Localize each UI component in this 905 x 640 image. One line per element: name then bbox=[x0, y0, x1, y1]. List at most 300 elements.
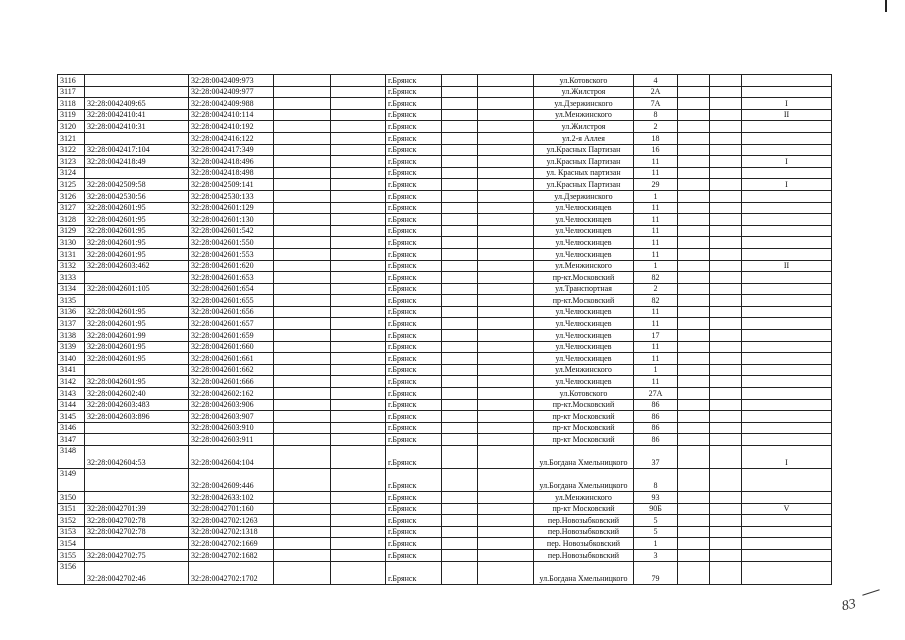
object-cadastral-cell: 32:28:0042603:911 bbox=[189, 434, 274, 446]
category-mark-cell bbox=[742, 237, 832, 249]
empty-cell bbox=[710, 411, 742, 423]
street-cell: ул.Дзержинского bbox=[534, 98, 634, 110]
category-mark-cell bbox=[742, 144, 832, 156]
table-row bbox=[58, 318, 832, 330]
empty-cell bbox=[478, 492, 534, 504]
house-number-cell: 17 bbox=[634, 330, 678, 342]
empty-cell bbox=[331, 179, 386, 191]
category-mark-cell bbox=[742, 121, 832, 133]
house-number-cell: 4 bbox=[634, 75, 678, 87]
land-cadastral-cell: 32:28:0042601:95 bbox=[85, 341, 189, 353]
empty-cell bbox=[274, 283, 331, 295]
empty-cell bbox=[710, 248, 742, 260]
empty-cell bbox=[442, 179, 478, 191]
empty-cell bbox=[442, 121, 478, 133]
empty-cell bbox=[678, 248, 710, 260]
empty-cell bbox=[442, 353, 478, 365]
category-mark-cell: I bbox=[742, 446, 832, 469]
table-row bbox=[58, 202, 832, 214]
empty-cell bbox=[274, 538, 331, 550]
empty-cell bbox=[274, 388, 331, 400]
empty-cell bbox=[274, 98, 331, 110]
land-cadastral-cell bbox=[85, 295, 189, 307]
street-cell: ул.Челюскинцев bbox=[534, 214, 634, 226]
empty-cell bbox=[331, 411, 386, 423]
land-cadastral-cell: 32:28:0042409:65 bbox=[85, 98, 189, 110]
empty-cell bbox=[274, 561, 331, 584]
empty-cell bbox=[274, 492, 331, 504]
table-row bbox=[58, 144, 832, 156]
empty-cell bbox=[331, 549, 386, 561]
empty-cell bbox=[710, 121, 742, 133]
empty-cell bbox=[710, 364, 742, 376]
row-number-cell: 3148 bbox=[58, 446, 85, 469]
object-cadastral-cell: 32:28:0042633:102 bbox=[189, 492, 274, 504]
empty-cell bbox=[710, 75, 742, 87]
object-cadastral-cell: 32:28:0042409:977 bbox=[189, 86, 274, 98]
city-cell: г.Брянск bbox=[386, 98, 442, 110]
object-cadastral-cell: 32:28:0042601:660 bbox=[189, 341, 274, 353]
street-cell: ул.Транспортная bbox=[534, 283, 634, 295]
city-cell: г.Брянск bbox=[386, 515, 442, 527]
empty-cell bbox=[331, 492, 386, 504]
empty-cell bbox=[331, 237, 386, 249]
object-cadastral-cell: 32:28:0042530:133 bbox=[189, 190, 274, 202]
empty-cell bbox=[331, 295, 386, 307]
empty-cell bbox=[442, 214, 478, 226]
empty-cell bbox=[274, 318, 331, 330]
house-number-cell: 11 bbox=[634, 225, 678, 237]
empty-cell bbox=[442, 364, 478, 376]
table-row bbox=[58, 283, 832, 295]
row-number-cell: 3153 bbox=[58, 526, 85, 538]
object-cadastral-cell: 32:28:0042601:130 bbox=[189, 214, 274, 226]
land-cadastral-cell: 32:28:0042601:95 bbox=[85, 353, 189, 365]
empty-cell bbox=[710, 341, 742, 353]
empty-cell bbox=[710, 376, 742, 388]
street-cell: ул.Богдана Хмельницкого bbox=[534, 469, 634, 492]
empty-cell bbox=[678, 446, 710, 469]
house-number-cell: 16 bbox=[634, 144, 678, 156]
row-number-cell: 3120 bbox=[58, 121, 85, 133]
row-number-cell: 3149 bbox=[58, 469, 85, 492]
table-row bbox=[58, 121, 832, 133]
empty-cell bbox=[331, 75, 386, 87]
empty-cell bbox=[274, 515, 331, 527]
empty-cell bbox=[478, 214, 534, 226]
empty-cell bbox=[710, 503, 742, 515]
empty-cell bbox=[331, 318, 386, 330]
empty-cell bbox=[478, 330, 534, 342]
empty-cell bbox=[478, 98, 534, 110]
empty-cell bbox=[274, 330, 331, 342]
object-cadastral-cell: 32:28:0042604:104 bbox=[189, 446, 274, 469]
category-mark-cell bbox=[742, 492, 832, 504]
row-number-cell: 3155 bbox=[58, 549, 85, 561]
row-number-cell: 3142 bbox=[58, 376, 85, 388]
table-row bbox=[58, 364, 832, 376]
land-cadastral-cell: 32:28:0042601:95 bbox=[85, 225, 189, 237]
empty-cell bbox=[678, 515, 710, 527]
street-cell: ул.Богдана Хмельницкого bbox=[534, 446, 634, 469]
empty-cell bbox=[478, 306, 534, 318]
empty-cell bbox=[331, 446, 386, 469]
empty-cell bbox=[478, 86, 534, 98]
empty-cell bbox=[331, 388, 386, 400]
empty-cell bbox=[331, 144, 386, 156]
object-cadastral-cell: 32:28:0042603:906 bbox=[189, 399, 274, 411]
house-number-cell: 29 bbox=[634, 179, 678, 191]
city-cell: г.Брянск bbox=[386, 75, 442, 87]
house-number-cell: 86 bbox=[634, 399, 678, 411]
row-number-cell: 3134 bbox=[58, 283, 85, 295]
table-row bbox=[58, 330, 832, 342]
empty-cell bbox=[442, 283, 478, 295]
table-row bbox=[58, 422, 832, 434]
row-number-cell: 3144 bbox=[58, 399, 85, 411]
empty-cell bbox=[678, 179, 710, 191]
row-number-cell: 3136 bbox=[58, 306, 85, 318]
empty-cell bbox=[442, 167, 478, 179]
house-number-cell: 8 bbox=[634, 109, 678, 121]
category-mark-cell: V bbox=[742, 503, 832, 515]
empty-cell bbox=[678, 434, 710, 446]
house-number-cell: 1 bbox=[634, 538, 678, 550]
empty-cell bbox=[331, 364, 386, 376]
empty-cell bbox=[442, 446, 478, 469]
house-number-cell: 90Б bbox=[634, 503, 678, 515]
house-number-cell: 2А bbox=[634, 86, 678, 98]
table-row bbox=[58, 538, 832, 550]
empty-cell bbox=[678, 399, 710, 411]
row-number-cell: 3133 bbox=[58, 272, 85, 284]
empty-cell bbox=[331, 434, 386, 446]
land-cadastral-cell: 32:28:0042601:105 bbox=[85, 283, 189, 295]
empty-cell bbox=[478, 549, 534, 561]
row-number-cell: 3130 bbox=[58, 237, 85, 249]
object-cadastral-cell: 32:28:0042601:654 bbox=[189, 283, 274, 295]
category-mark-cell bbox=[742, 306, 832, 318]
empty-cell bbox=[331, 353, 386, 365]
category-mark-cell bbox=[742, 364, 832, 376]
row-number-cell: 3150 bbox=[58, 492, 85, 504]
category-mark-cell bbox=[742, 515, 832, 527]
table-row bbox=[58, 526, 832, 538]
category-mark-cell: I bbox=[742, 156, 832, 168]
table-row bbox=[58, 469, 832, 492]
empty-cell bbox=[331, 272, 386, 284]
empty-cell bbox=[442, 549, 478, 561]
empty-cell bbox=[274, 434, 331, 446]
city-cell: г.Брянск bbox=[386, 330, 442, 342]
street-cell: ул.Дзержинского bbox=[534, 190, 634, 202]
empty-cell bbox=[478, 144, 534, 156]
empty-cell bbox=[678, 538, 710, 550]
table-row bbox=[58, 561, 832, 584]
row-number-cell: 3140 bbox=[58, 353, 85, 365]
city-cell: г.Брянск bbox=[386, 492, 442, 504]
empty-cell bbox=[331, 86, 386, 98]
empty-cell bbox=[274, 306, 331, 318]
object-cadastral-cell: 32:28:0042609:446 bbox=[189, 469, 274, 492]
city-cell: г.Брянск bbox=[386, 422, 442, 434]
land-cadastral-cell bbox=[85, 364, 189, 376]
street-cell: пр-кт Московский bbox=[534, 411, 634, 423]
empty-cell bbox=[710, 283, 742, 295]
empty-cell bbox=[710, 422, 742, 434]
row-number-cell: 3123 bbox=[58, 156, 85, 168]
empty-cell bbox=[478, 364, 534, 376]
empty-cell bbox=[331, 283, 386, 295]
empty-cell bbox=[274, 364, 331, 376]
empty-cell bbox=[274, 422, 331, 434]
page-number: 83 bbox=[840, 596, 858, 615]
house-number-cell: 11 bbox=[634, 202, 678, 214]
table-row bbox=[58, 549, 832, 561]
empty-cell bbox=[442, 190, 478, 202]
empty-cell bbox=[678, 214, 710, 226]
house-number-cell: 3 bbox=[634, 549, 678, 561]
land-cadastral-cell: 32:28:0042509:58 bbox=[85, 179, 189, 191]
empty-cell bbox=[478, 422, 534, 434]
street-cell: ул.Менжинского bbox=[534, 492, 634, 504]
table-row bbox=[58, 214, 832, 226]
land-cadastral-cell: 32:28:0042410:41 bbox=[85, 109, 189, 121]
street-cell: ул.Челюскинцев bbox=[534, 237, 634, 249]
house-number-cell: 5 bbox=[634, 515, 678, 527]
object-cadastral-cell: 32:28:0042702:1318 bbox=[189, 526, 274, 538]
empty-cell bbox=[442, 515, 478, 527]
house-number-cell: 2 bbox=[634, 121, 678, 133]
empty-cell bbox=[442, 341, 478, 353]
empty-cell bbox=[442, 98, 478, 110]
house-number-cell: 11 bbox=[634, 167, 678, 179]
land-cadastral-cell bbox=[85, 75, 189, 87]
empty-cell bbox=[331, 538, 386, 550]
empty-cell bbox=[678, 318, 710, 330]
empty-cell bbox=[678, 260, 710, 272]
land-cadastral-cell: 32:28:0042601:95 bbox=[85, 248, 189, 260]
category-mark-cell: I bbox=[742, 98, 832, 110]
empty-cell bbox=[710, 214, 742, 226]
object-cadastral-cell: 32:28:0042702:1669 bbox=[189, 538, 274, 550]
street-cell: ул.Котовского bbox=[534, 75, 634, 87]
row-number-cell: 3129 bbox=[58, 225, 85, 237]
city-cell: г.Брянск bbox=[386, 399, 442, 411]
page-number-stroke bbox=[862, 589, 879, 596]
street-cell: пер.Новозыбковский bbox=[534, 549, 634, 561]
city-cell: г.Брянск bbox=[386, 341, 442, 353]
empty-cell bbox=[442, 318, 478, 330]
object-cadastral-cell: 32:28:0042410:114 bbox=[189, 109, 274, 121]
street-cell: ул. Красных партизан bbox=[534, 167, 634, 179]
empty-cell bbox=[478, 295, 534, 307]
empty-cell bbox=[478, 388, 534, 400]
empty-cell bbox=[678, 295, 710, 307]
house-number-cell: 86 bbox=[634, 411, 678, 423]
street-cell: ул.Менжинского bbox=[534, 260, 634, 272]
street-cell: ул.Челюскинцев bbox=[534, 341, 634, 353]
empty-cell bbox=[442, 306, 478, 318]
empty-cell bbox=[442, 86, 478, 98]
row-number-cell: 3117 bbox=[58, 86, 85, 98]
category-mark-cell bbox=[742, 330, 832, 342]
street-cell: ул.Челюскинцев bbox=[534, 376, 634, 388]
object-cadastral-cell: 32:28:0042509:141 bbox=[189, 179, 274, 191]
house-number-cell: 93 bbox=[634, 492, 678, 504]
empty-cell bbox=[442, 561, 478, 584]
empty-cell bbox=[478, 376, 534, 388]
table-row bbox=[58, 515, 832, 527]
city-cell: г.Брянск bbox=[386, 295, 442, 307]
empty-cell bbox=[678, 144, 710, 156]
house-number-cell: 82 bbox=[634, 295, 678, 307]
land-cadastral-cell bbox=[85, 422, 189, 434]
empty-cell bbox=[710, 237, 742, 249]
empty-cell bbox=[331, 121, 386, 133]
empty-cell bbox=[710, 132, 742, 144]
empty-cell bbox=[331, 214, 386, 226]
city-cell: г.Брянск bbox=[386, 364, 442, 376]
empty-cell bbox=[442, 538, 478, 550]
empty-cell bbox=[710, 330, 742, 342]
street-cell: пер.Новозыбковский bbox=[534, 526, 634, 538]
empty-cell bbox=[442, 376, 478, 388]
empty-cell bbox=[678, 422, 710, 434]
empty-cell bbox=[678, 364, 710, 376]
empty-cell bbox=[331, 132, 386, 144]
empty-cell bbox=[331, 526, 386, 538]
street-cell: ул.Богдана Хмельницкого bbox=[534, 561, 634, 584]
city-cell: г.Брянск bbox=[386, 225, 442, 237]
empty-cell bbox=[274, 167, 331, 179]
house-number-cell: 27А bbox=[634, 388, 678, 400]
house-number-cell: 18 bbox=[634, 132, 678, 144]
table-row bbox=[58, 98, 832, 110]
table-row bbox=[58, 411, 832, 423]
street-cell: ул.Красных Партизан bbox=[534, 144, 634, 156]
row-number-cell: 3143 bbox=[58, 388, 85, 400]
land-cadastral-cell: 32:28:0042601:95 bbox=[85, 237, 189, 249]
land-cadastral-cell: 32:28:0042604:53 bbox=[85, 446, 189, 469]
object-cadastral-cell: 32:28:0042702:1263 bbox=[189, 515, 274, 527]
land-cadastral-cell bbox=[85, 538, 189, 550]
land-cadastral-cell bbox=[85, 469, 189, 492]
empty-cell bbox=[274, 376, 331, 388]
empty-cell bbox=[710, 318, 742, 330]
empty-cell bbox=[678, 109, 710, 121]
empty-cell bbox=[678, 549, 710, 561]
row-number-cell: 3121 bbox=[58, 132, 85, 144]
object-cadastral-cell: 32:28:0042601:553 bbox=[189, 248, 274, 260]
land-cadastral-cell: 32:28:0042601:99 bbox=[85, 330, 189, 342]
empty-cell bbox=[478, 283, 534, 295]
object-cadastral-cell: 32:28:0042601:653 bbox=[189, 272, 274, 284]
table-row bbox=[58, 190, 832, 202]
empty-cell bbox=[274, 86, 331, 98]
land-cadastral-cell: 32:28:0042418:49 bbox=[85, 156, 189, 168]
empty-cell bbox=[331, 98, 386, 110]
land-cadastral-cell bbox=[85, 132, 189, 144]
house-number-cell: 11 bbox=[634, 341, 678, 353]
land-cadastral-cell bbox=[85, 434, 189, 446]
empty-cell bbox=[331, 422, 386, 434]
table-row bbox=[58, 388, 832, 400]
street-cell: ул.2-я Аллея bbox=[534, 132, 634, 144]
house-number-cell: 11 bbox=[634, 214, 678, 226]
city-cell: г.Брянск bbox=[386, 86, 442, 98]
table-row bbox=[58, 492, 832, 504]
category-mark-cell bbox=[742, 411, 832, 423]
row-number-cell: 3145 bbox=[58, 411, 85, 423]
row-number-cell: 3132 bbox=[58, 260, 85, 272]
city-cell: г.Брянск bbox=[386, 446, 442, 469]
empty-cell bbox=[478, 132, 534, 144]
house-number-cell: 2 bbox=[634, 283, 678, 295]
table-row bbox=[58, 167, 832, 179]
street-cell: пр-кт.Московский bbox=[534, 399, 634, 411]
empty-cell bbox=[442, 237, 478, 249]
land-cadastral-cell bbox=[85, 167, 189, 179]
city-cell: г.Брянск bbox=[386, 388, 442, 400]
category-mark-cell: I bbox=[742, 179, 832, 191]
object-cadastral-cell: 32:28:0042601:661 bbox=[189, 353, 274, 365]
empty-cell bbox=[710, 492, 742, 504]
city-cell: г.Брянск bbox=[386, 121, 442, 133]
empty-cell bbox=[331, 248, 386, 260]
city-cell: г.Брянск bbox=[386, 526, 442, 538]
street-cell: пр-кт Московский bbox=[534, 503, 634, 515]
empty-cell bbox=[442, 248, 478, 260]
land-cadastral-cell: 32:28:0042601:95 bbox=[85, 306, 189, 318]
category-mark-cell bbox=[742, 214, 832, 226]
category-mark-cell bbox=[742, 434, 832, 446]
object-cadastral-cell: 32:28:0042601:542 bbox=[189, 225, 274, 237]
empty-cell bbox=[331, 503, 386, 515]
table-row bbox=[58, 75, 832, 87]
category-mark-cell bbox=[742, 399, 832, 411]
empty-cell bbox=[331, 109, 386, 121]
empty-cell bbox=[331, 156, 386, 168]
empty-cell bbox=[274, 132, 331, 144]
empty-cell bbox=[442, 260, 478, 272]
object-cadastral-cell: 32:28:0042416:122 bbox=[189, 132, 274, 144]
object-cadastral-cell: 32:28:0042601:550 bbox=[189, 237, 274, 249]
land-cadastral-cell: 32:28:0042702:78 bbox=[85, 515, 189, 527]
empty-cell bbox=[710, 295, 742, 307]
row-number-cell: 3118 bbox=[58, 98, 85, 110]
row-number-cell: 3147 bbox=[58, 434, 85, 446]
empty-cell bbox=[274, 469, 331, 492]
row-number-cell: 3156 bbox=[58, 561, 85, 584]
row-number-cell: 3137 bbox=[58, 318, 85, 330]
table-row bbox=[58, 376, 832, 388]
land-cadastral-cell: 32:28:0042702:75 bbox=[85, 549, 189, 561]
row-number-cell: 3139 bbox=[58, 341, 85, 353]
object-cadastral-cell: 32:28:0042603:907 bbox=[189, 411, 274, 423]
empty-cell bbox=[678, 190, 710, 202]
empty-cell bbox=[710, 388, 742, 400]
category-mark-cell bbox=[742, 526, 832, 538]
empty-cell bbox=[710, 399, 742, 411]
object-cadastral-cell: 32:28:0042418:498 bbox=[189, 167, 274, 179]
street-cell: ул.Жилстроя bbox=[534, 86, 634, 98]
table-row bbox=[58, 109, 832, 121]
object-cadastral-cell: 32:28:0042603:910 bbox=[189, 422, 274, 434]
empty-cell bbox=[274, 549, 331, 561]
city-cell: г.Брянск bbox=[386, 260, 442, 272]
empty-cell bbox=[442, 295, 478, 307]
